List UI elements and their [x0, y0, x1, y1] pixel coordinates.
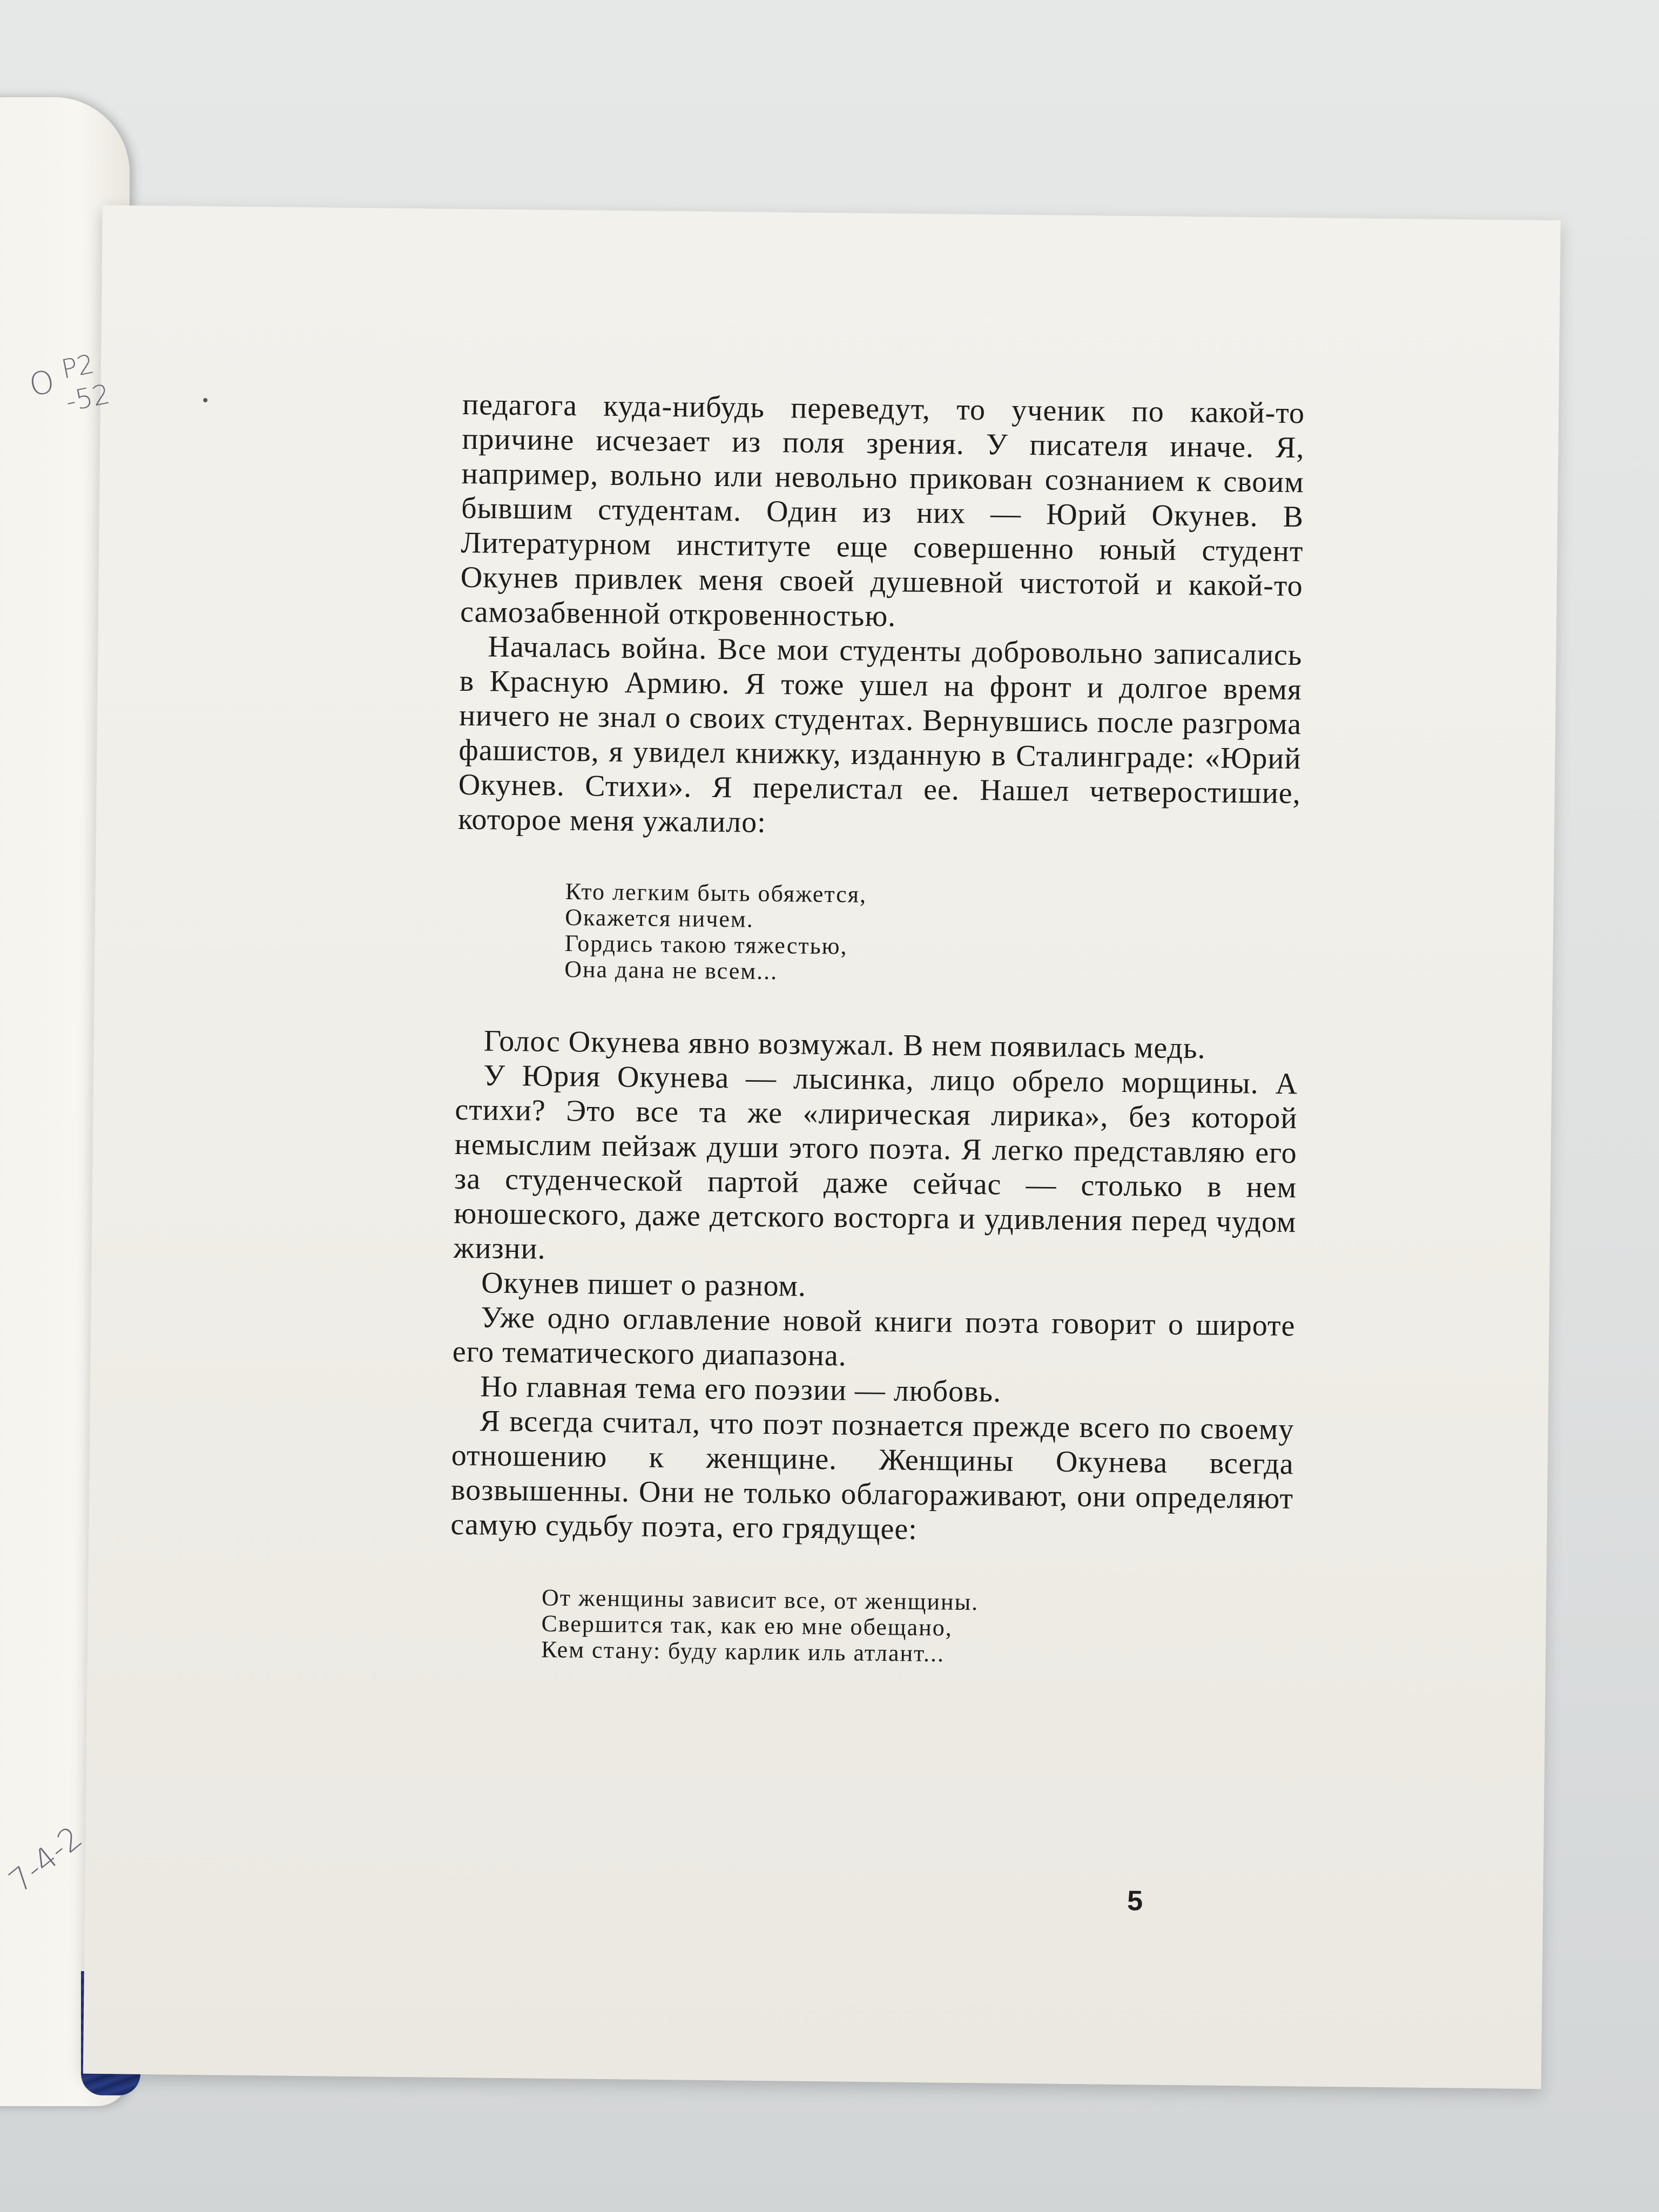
- catalog-mark-left: O: [26, 362, 58, 404]
- poem-quote-2: [541, 1585, 1292, 1671]
- inventory-pencil-mark: 7-4-2: [2, 1819, 89, 1900]
- poem-quote-1: [564, 879, 1300, 990]
- catalog-mark-top: P2: [59, 349, 97, 385]
- paragraph: педагога куда-нибудь переведут, то ученик по какой-то причине исчезает из поля зрения. У писателя иначе. Я, например, вольно или невольно прикован сознанием к своим бывшим студентам. Один из них — Юрий Окунев. В Литературном институте еще совершенно юный студент Окунев привлек меня своей душевной чистотой и какой-то самозабвенной откровенностью.: [460, 387, 1305, 633]
- page-number: 5: [1127, 1885, 1143, 1917]
- page-text: [449, 387, 1305, 1670]
- book-page: [2, 205, 1561, 2089]
- margin-dot: [203, 398, 207, 402]
- paragraph: У Юрия Окунева — лысинка, лицо обрело морщины. А стихи? Это все та же «лирическая лирика», без которой немыслим пейзаж души этого поэта. Я легко представляю его за студенческой партой даже сейчас — столько в нем юношеского, даже детского восторга и удивления перед чудом жизни.: [453, 1058, 1298, 1266]
- verse-line: Свершится так, как ею мне обещано,: [541, 1610, 953, 1641]
- verse-line: Окажется ничем.: [564, 904, 754, 933]
- paragraph: Началась война. Все мои студенты добровольно записались в Красную Армию. Я тоже ушел на фронт и долгое время ничего не знал о своих студентах. Вернувшись после разгрома фашистов, я увидел книжку, изданную в Сталинграде: «Юрий Окунев. Стихи». Я перелистал ее. Нашел четверостишие, которое меня ужалило:: [457, 630, 1303, 839]
- paragraph: Голос Окунева явно возмужал. В нем появилась медь.: [483, 1024, 1206, 1065]
- verse-line: От женщины зависит все, от женщины.: [541, 1584, 979, 1616]
- paragraph: Но главная тема его поэзии — любовь.: [480, 1370, 1002, 1409]
- paragraph: Я всегда считал, что поэт познается прежде всего по своему отношению к женщине. Женщины Окунева всегда возвышенны. Они не только облагораживают, они определяют самую судьбу поэта, его грядущее:: [450, 1404, 1294, 1546]
- verse-line: Гордись такою тяжестью,: [564, 930, 848, 960]
- verse-line: Кем стану: буду карлик иль атлант...: [541, 1636, 945, 1667]
- paragraph: Окунев пишет о разном.: [481, 1266, 807, 1303]
- catalog-mark-bottom: -52: [63, 378, 113, 418]
- verse-line: Она дана не всем...: [564, 956, 778, 985]
- verse-line: Кто легким быть обяжется,: [565, 878, 867, 908]
- paragraph: Уже одно оглавление новой книги поэта говорит о широте его тематического диапазона.: [452, 1300, 1296, 1373]
